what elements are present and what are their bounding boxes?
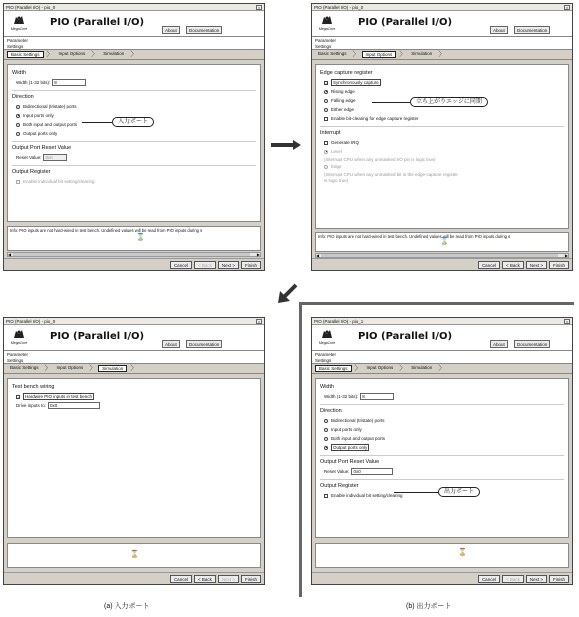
close-button[interactable]: × <box>257 4 261 10</box>
megacore-logo: MegaCore <box>8 14 30 34</box>
level-description: (Interrupt CPU when any unmasked I/O pin is logic true) <box>324 156 436 162</box>
message-panel <box>315 543 569 568</box>
content-panel <box>7 378 261 538</box>
header <box>4 325 264 351</box>
finish-button[interactable]: Finish <box>241 575 261 583</box>
parameter-settings-label: Parameter Settings <box>4 37 264 50</box>
info-message: Info: PIO inputs are not hard-wired in test bench. Undefined values will be read from PIO inputs during s ⌛ <box>315 232 569 252</box>
checkbox-icon <box>324 117 328 121</box>
width-label: Width (1-32 bits): <box>324 394 359 399</box>
width-input[interactable]: 8 <box>360 393 394 400</box>
chevron-right-icon: 〉 <box>91 51 99 58</box>
tab-simulation[interactable]: Simulation <box>411 51 433 56</box>
radio-icon <box>324 150 328 154</box>
about-button[interactable]: About <box>162 26 180 34</box>
title-bar <box>4 318 264 325</box>
megacore-logo: MegaCore <box>316 328 338 348</box>
about-button[interactable]: About <box>490 340 508 348</box>
radio-icon <box>16 105 20 109</box>
radio-icon <box>16 123 20 127</box>
radio-both[interactable]: Both input and output ports <box>12 120 256 129</box>
component-title: PIO (Parallel I/O) <box>50 17 145 28</box>
checkbox-icon <box>324 141 328 145</box>
header <box>312 11 572 37</box>
chevron-right-icon: 〉 <box>399 51 407 58</box>
window-b <box>311 3 573 271</box>
radio-input-only[interactable]: Input ports only <box>12 111 256 120</box>
window-a <box>3 3 265 271</box>
content-panel <box>315 64 569 229</box>
radio-icon <box>324 428 328 432</box>
chevron-right-icon: 〉 <box>354 365 362 372</box>
checkbox-icon <box>324 494 328 498</box>
window-d <box>311 317 573 585</box>
bit-clearing-checkbox[interactable]: Enable bit-clearing for edge capture register <box>320 114 564 123</box>
caption-a: (a) 入力ポート <box>104 603 150 610</box>
cancel-button[interactable]: Cancel <box>478 575 500 583</box>
register-header: Output Register <box>12 169 51 175</box>
chevron-right-icon: 〉 <box>89 365 97 372</box>
parameter-settings-label: Parameter Settings <box>312 37 572 50</box>
direction-header: Direction <box>12 94 34 100</box>
window-title: PIO (Parallel I/O) - pio_0 <box>6 4 56 10</box>
reset-label: Reset Value: <box>16 155 42 160</box>
edge-description-2: is logic true) <box>324 177 349 183</box>
cancel-button[interactable]: Cancel <box>170 575 192 583</box>
register-header: Output Register <box>320 483 359 489</box>
direction-header: Direction <box>320 408 342 414</box>
tab-simulation[interactable]: Simulation <box>411 365 433 370</box>
radio-edge[interactable]: Edge <box>320 162 564 171</box>
documentation-button[interactable]: Documentation <box>186 340 222 348</box>
width-header: Width <box>12 70 27 76</box>
hourglass-icon: ⌛ <box>136 234 145 241</box>
tab-input-options[interactable]: Input Options <box>362 51 397 58</box>
hourglass-icon: ⌛ <box>130 551 139 558</box>
horizontal-scrollbar[interactable]: ◀ ▶ <box>316 253 568 258</box>
chevron-right-icon: 〉 <box>352 51 360 58</box>
info-message: Info: PIO inputs are not hard-wired in test bench. Undefined values will be read from PIO inputs during s ⌛ <box>7 226 261 251</box>
cancel-button[interactable]: Cancel <box>478 261 500 269</box>
reset-header: Output Port Reset Value <box>12 145 72 151</box>
radio-icon <box>324 437 328 441</box>
callout-rising-edge: 立ち上がりエッジに同期 <box>410 97 488 107</box>
radio-bidirectional[interactable]: Bidirectional (tristate) ports <box>320 416 564 425</box>
reset-header: Output Port Reset Value <box>320 459 380 465</box>
radio-icon <box>16 132 20 136</box>
close-button[interactable]: × <box>565 4 569 10</box>
finish-button[interactable]: Finish <box>549 261 569 269</box>
callout-arrow <box>394 492 438 493</box>
close-button[interactable]: × <box>565 318 569 324</box>
window-title: PIO (Parallel I/O) - pio_0 <box>314 4 364 10</box>
component-title: PIO (Parallel I/O) <box>358 17 453 28</box>
width-label: Width (1-32 bits): <box>16 80 51 85</box>
about-button[interactable]: About <box>490 26 508 34</box>
edge-capture-header: Edge capture register <box>320 70 373 76</box>
chevron-right-icon: 〉 <box>44 365 52 372</box>
window-title: PIO (Parallel I/O) - pio_1 <box>314 318 364 324</box>
parameter-settings-label: Parameter Settings <box>4 351 264 364</box>
next-button[interactable]: Next > <box>218 261 239 269</box>
chevron-right-icon: 〉 <box>130 51 138 58</box>
radio-rising-edge[interactable]: Rising edge <box>320 87 564 96</box>
reset-value-input[interactable]: 0x0 <box>351 468 393 475</box>
radio-input-only[interactable]: Input ports only <box>320 425 564 434</box>
header <box>4 11 264 37</box>
footer <box>312 258 572 270</box>
tab-input-options[interactable]: Input Options <box>58 51 86 56</box>
megacore-logo: MegaCore <box>8 328 30 348</box>
checkbox-checked-icon: ✓ <box>325 80 329 86</box>
generate-irq-checkbox[interactable]: Generate IRQ <box>320 138 564 147</box>
footer <box>4 572 264 584</box>
tab-bar <box>4 50 264 60</box>
register-checkbox[interactable]: Enable individual bit setting/clearing <box>12 177 256 186</box>
radio-icon <box>324 90 328 94</box>
tab-bar <box>312 364 572 374</box>
header <box>312 325 572 351</box>
tab-simulation[interactable]: Simulation <box>98 365 127 372</box>
component-title: PIO (Parallel I/O) <box>358 331 453 342</box>
component-title: PIO (Parallel I/O) <box>50 331 145 342</box>
chevron-right-icon: 〉 <box>130 365 138 372</box>
radio-output-only[interactable]: Output ports only <box>12 129 256 138</box>
chevron-right-icon: 〉 <box>438 51 446 58</box>
tab-basic-settings[interactable]: Basic Settings <box>318 51 347 56</box>
tab-input-options[interactable]: Input Options <box>366 365 394 370</box>
test-bench-header: Test bench wiring <box>12 384 55 390</box>
drive-inputs-label: Drive inputs to: <box>16 403 47 408</box>
radio-icon <box>324 446 328 450</box>
back-button[interactable]: < Back <box>502 261 524 269</box>
radio-falling-edge[interactable]: Falling edge <box>320 96 564 105</box>
hourglass-icon: ⌛ <box>458 549 467 556</box>
tab-basic-settings[interactable]: Basic Settings <box>7 51 44 58</box>
width-input[interactable]: 8 <box>52 79 86 86</box>
radio-icon <box>16 114 20 118</box>
cancel-button[interactable]: Cancel <box>170 261 192 269</box>
chevron-right-icon: 〉 <box>438 365 446 372</box>
chevron-right-icon: 〉 <box>46 51 54 58</box>
content-panel <box>7 64 261 222</box>
content-panel <box>315 378 569 538</box>
message-panel <box>7 543 261 568</box>
sync-capture-checkbox[interactable]: ✓ Synchronously capture <box>325 80 379 86</box>
close-button[interactable]: × <box>257 318 261 324</box>
documentation-button[interactable]: Documentation <box>514 340 550 348</box>
tab-bar <box>4 364 264 374</box>
parameter-settings-label: Parameter Settings <box>312 351 572 364</box>
caption-b: (b) 出力ポート <box>406 603 452 610</box>
radio-level[interactable]: Level <box>320 147 564 156</box>
footer <box>312 572 572 584</box>
about-button[interactable]: About <box>162 340 180 348</box>
arrow-right-icon <box>271 140 301 150</box>
reset-label: Reset Value: <box>324 469 350 474</box>
next-button[interactable]: Next > <box>526 575 547 583</box>
back-button[interactable]: < Back <box>194 575 216 583</box>
radio-icon <box>324 108 328 112</box>
hardwire-checkbox[interactable]: ✓ Hardwire PIO inputs in test bench <box>17 394 93 400</box>
tab-bar <box>312 50 572 60</box>
register-checkbox[interactable]: Enable individual bit setting/clearing <box>320 491 564 500</box>
finish-button[interactable]: Finish <box>241 261 261 269</box>
finish-button[interactable]: Finish <box>549 575 569 583</box>
footer <box>4 258 264 270</box>
callout-input-port: 入力ポート <box>112 117 154 127</box>
next-button[interactable]: Next > <box>218 575 239 583</box>
checkbox-icon <box>16 180 20 184</box>
reset-value-input[interactable]: 0x0 <box>43 154 67 161</box>
radio-either-edge[interactable]: Either edge <box>320 105 564 114</box>
tab-basic-settings[interactable]: Basic Settings <box>315 365 352 372</box>
megacore-logo: MegaCore <box>316 14 338 34</box>
tab-simulation[interactable]: Simulation <box>103 51 125 56</box>
chevron-right-icon: 〉 <box>399 365 407 372</box>
tab-basic-settings[interactable]: Basic Settings <box>10 365 39 370</box>
horizontal-scrollbar[interactable]: ◀ ▶ <box>8 252 260 257</box>
radio-icon <box>324 419 328 423</box>
tab-input-options[interactable]: Input Options <box>56 365 84 370</box>
drive-inputs-field[interactable]: 0x0 <box>48 402 100 409</box>
radio-icon <box>324 99 328 103</box>
radio-output-only[interactable]: Output ports only <box>320 443 564 452</box>
back-button[interactable]: < Back <box>502 575 524 583</box>
width-header: Width <box>320 384 335 390</box>
edge-description-1: (Interrupt CPU when any unmasked bit in the edge-capture register <box>324 171 458 177</box>
title-bar <box>312 4 572 11</box>
arrow-down-left-icon <box>278 283 298 303</box>
next-button[interactable]: Next > <box>526 261 547 269</box>
window-title: PIO (Parallel I/O) - pio_0 <box>6 318 56 324</box>
callout-arrow <box>82 122 112 123</box>
callout-output-port: 出力ポート <box>438 487 480 497</box>
documentation-button[interactable]: Documentation <box>186 26 222 34</box>
title-bar <box>312 318 572 325</box>
documentation-button[interactable]: Documentation <box>514 26 550 34</box>
radio-bidirectional[interactable]: Bidirectional (tristate) ports <box>12 102 256 111</box>
callout-arrow <box>372 102 410 103</box>
radio-both[interactable]: Both input and output ports <box>320 434 564 443</box>
title-bar <box>4 4 264 11</box>
hourglass-icon: ⌛ <box>440 238 449 245</box>
interrupt-header: Interrupt <box>320 130 341 136</box>
checkbox-checked-icon: ✓ <box>17 394 21 400</box>
back-button[interactable]: < Back <box>194 261 216 269</box>
radio-icon <box>324 165 328 169</box>
window-c <box>3 317 265 585</box>
